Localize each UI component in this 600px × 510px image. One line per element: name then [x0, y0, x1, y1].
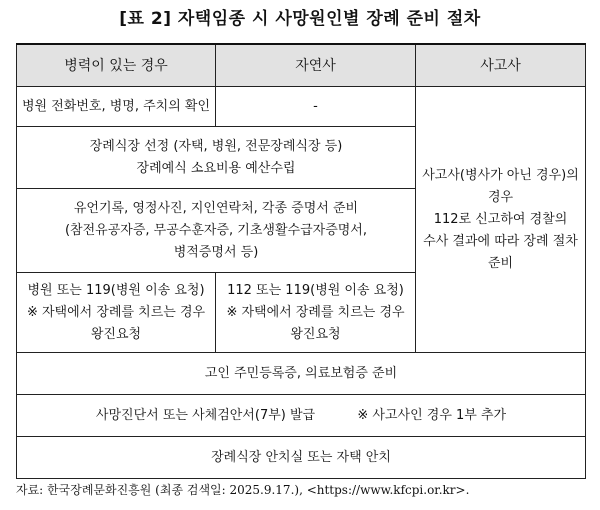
accident-line: 준비 [487, 255, 514, 271]
cell-accident-procedure [416, 87, 586, 353]
header-natural: 자연사 [216, 44, 416, 87]
documents-line: (참전유공자증, 무공수훈자증, 기초생활수급자증명서, [64, 222, 367, 238]
header-illness: 병력이 있는 경우 [17, 44, 216, 87]
cell-call-natural [216, 273, 416, 353]
venue-line: 장례예식 소요비용 예산수립 [136, 160, 296, 176]
cell-certificate [17, 395, 586, 437]
call-natural-line: ※ 자택에서 장례를 치르는 경우 [226, 304, 405, 320]
call-natural-line: 112 또는 119(병원 이송 요청) [227, 282, 404, 298]
certificate-text: 사망진단서 또는 사체검안서(7부) 발급 [95, 407, 316, 423]
documents-line: 병적증명서 등) [173, 244, 259, 260]
cell-hospital-check-natural: - [216, 87, 416, 127]
header-accident: 사고사 [416, 44, 586, 87]
accident-line: 사고사(병사가 아닌 경우)의 [422, 167, 579, 183]
cell-hospital-check: 병원 전화번호, 병명, 주치의 확인 [17, 87, 216, 127]
funeral-procedure-table [16, 43, 586, 479]
cell-venue-selection [17, 127, 416, 189]
cell-mortuary: 장례식장 안치실 또는 자택 안치 [17, 437, 586, 479]
call-illness-line: 병원 또는 119(병원 이송 요청) [27, 282, 205, 298]
cell-documents [17, 189, 416, 273]
call-natural-line: 왕진요청 [290, 326, 341, 342]
cell-call-illness [17, 273, 216, 353]
venue-line: 장례식장 선정 (자택, 병원, 전문장례식장 등) [89, 138, 343, 154]
accident-line: 경우 [487, 189, 514, 205]
call-illness-line: 왕진요청 [90, 326, 142, 342]
call-illness-line: ※ 자택에서 장례를 치르는 경우 [26, 304, 206, 320]
table-title: [표 2] 자택임종 시 사망원인별 장례 준비 절차 [119, 9, 481, 29]
accident-line: 112로 신고하여 경찰의 [433, 211, 568, 227]
documents-line: 유언기록, 영정사진, 지인연락처, 각종 증명서 준비 [73, 200, 359, 216]
certificate-note: ※ 사고사인 경우 1부 추가 [357, 407, 507, 423]
accident-line: 수사 결과에 따라 장례 절차 [423, 233, 578, 249]
source-note: 자료: 한국장례문화진흥원 (최종 검색일: 2025.9.17.), <https://www.kfcpi.or.kr>. [16, 483, 470, 497]
cell-cancel-docs: 고인 주민등록증, 의료보험증 준비 [17, 353, 586, 395]
